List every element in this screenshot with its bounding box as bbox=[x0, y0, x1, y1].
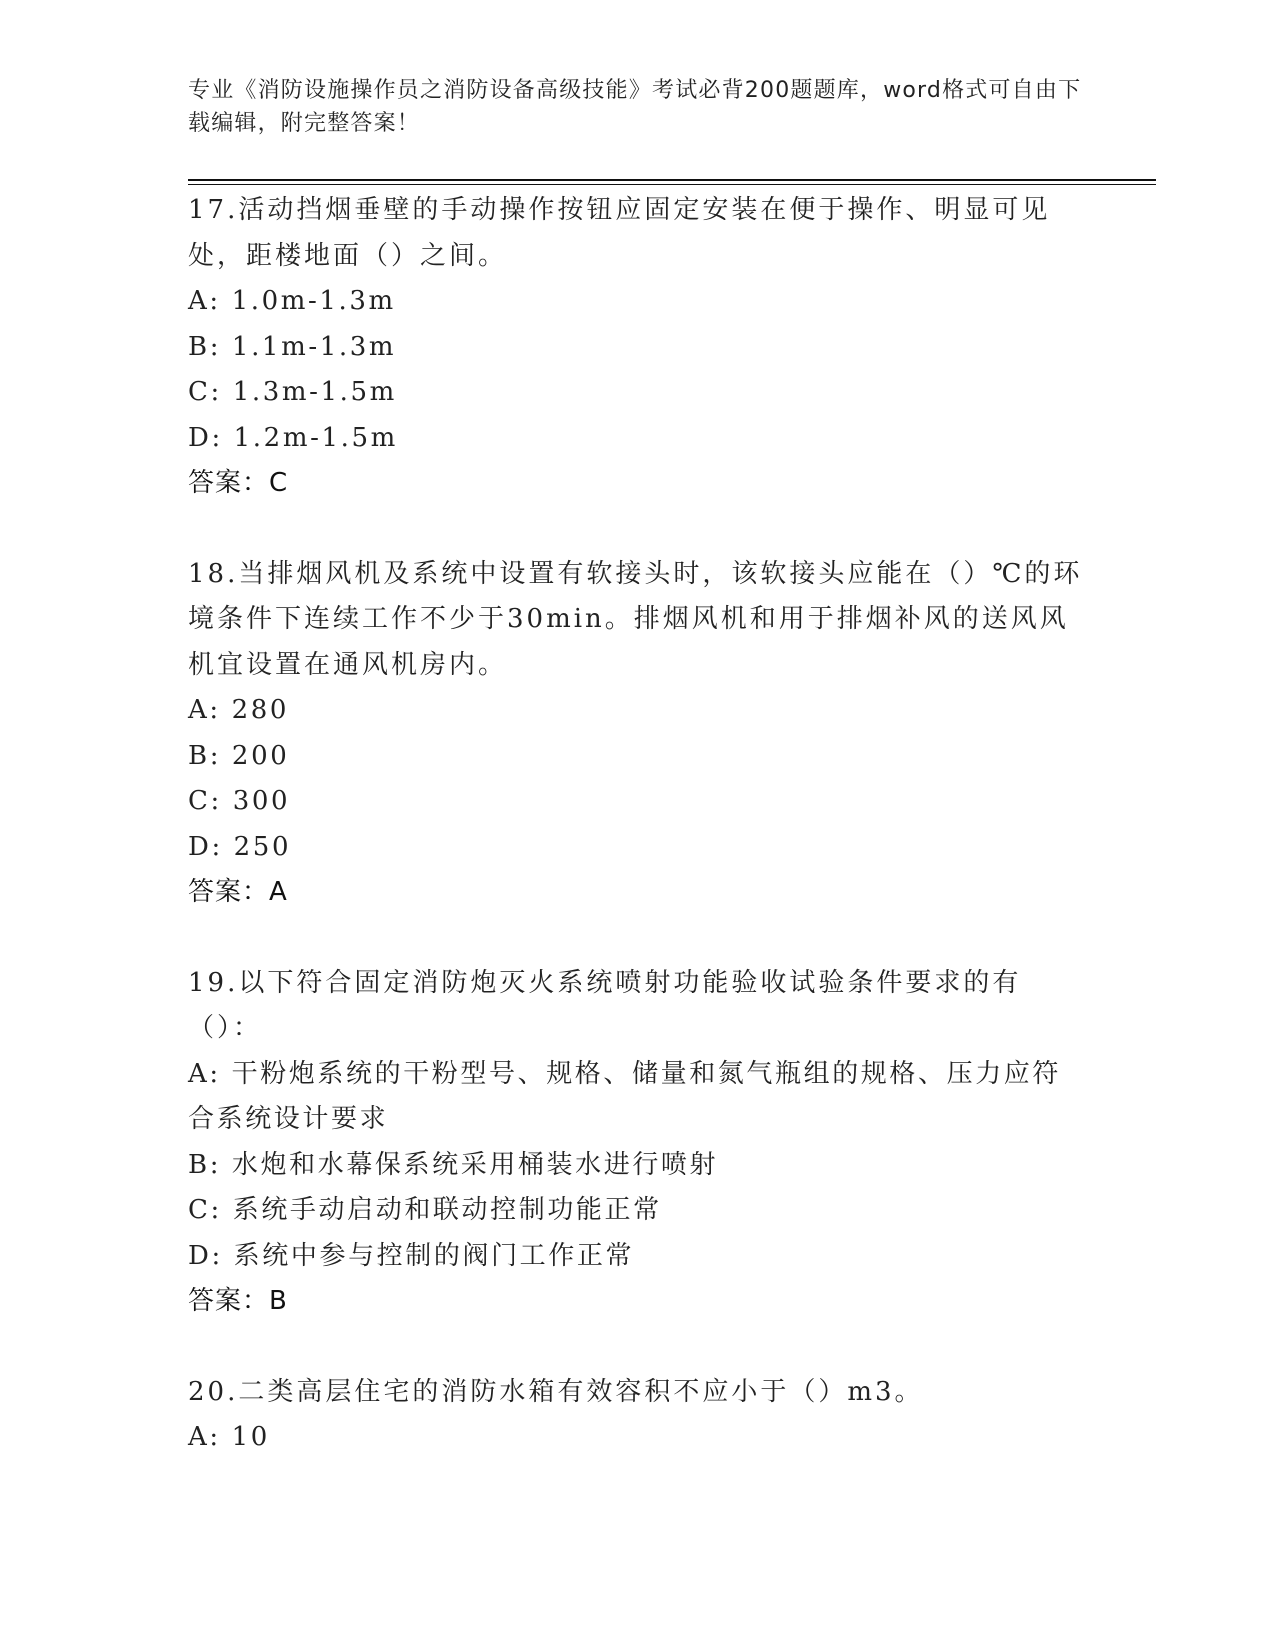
question-17 bbox=[188, 188, 1088, 507]
document-header: 专业《消防设施操作员之消防设备高级技能》考试必背200题题库，word格式可自由下载编辑，附完整答案！ bbox=[188, 78, 1082, 136]
header-divider-thin bbox=[188, 184, 1156, 185]
question-list bbox=[188, 188, 1088, 1461]
question-stem: 19.以下符合固定消防炮灭火系统喷射功能验收试验条件要求的有（）： bbox=[188, 967, 1022, 1043]
option-b: B: 200 bbox=[188, 740, 290, 771]
question-stem: 20.二类高层住宅的消防水箱有效容积不应小于（）m3。 bbox=[188, 1376, 924, 1407]
answer-line: 答案：C bbox=[188, 468, 289, 498]
question-19 bbox=[188, 961, 1088, 1325]
option-c: C: 系统手动启动和联动控制功能正常 bbox=[188, 1195, 662, 1225]
option-a: A: 280 bbox=[188, 695, 290, 725]
option-d: D: 250 bbox=[188, 831, 292, 862]
option-d: D: 系统中参与控制的阀门工作正常 bbox=[188, 1240, 635, 1271]
option-c: C: 300 bbox=[188, 786, 291, 816]
option-a: A: 10 bbox=[188, 1422, 270, 1452]
question-20 bbox=[188, 1370, 1088, 1461]
option-c: C: 1.3m-1.5m bbox=[188, 377, 397, 407]
option-a: A: 干粉炮系统的干粉型号、规格、储量和氮气瓶组的规格、压力应符合系统设计要求 bbox=[188, 1058, 1062, 1134]
question-stem: 17.活动挡烟垂壁的手动操作按钮应固定安装在便于操作、明显可见处，距楼地面（）之间。 bbox=[188, 195, 1051, 271]
option-d: D: 1.2m-1.5m bbox=[188, 422, 398, 453]
answer-line: 答案：B bbox=[188, 1286, 288, 1316]
option-a: A: 1.0m-1.3m bbox=[188, 286, 396, 316]
answer-line: 答案：A bbox=[188, 877, 288, 907]
question-stem: 18.当排烟风机及系统中设置有软接头时，该软接头应能在（）℃的环境条件下连续工作不少于30min。排烟风机和用于排烟补风的送风风机宜设置在通风机房内。 bbox=[188, 558, 1083, 680]
header-divider-thick bbox=[188, 179, 1156, 181]
question-18 bbox=[188, 552, 1088, 916]
option-b: B: 1.1m-1.3m bbox=[188, 331, 397, 362]
option-b: B: 水炮和水幕保系统采用桶装水进行喷射 bbox=[188, 1149, 719, 1180]
